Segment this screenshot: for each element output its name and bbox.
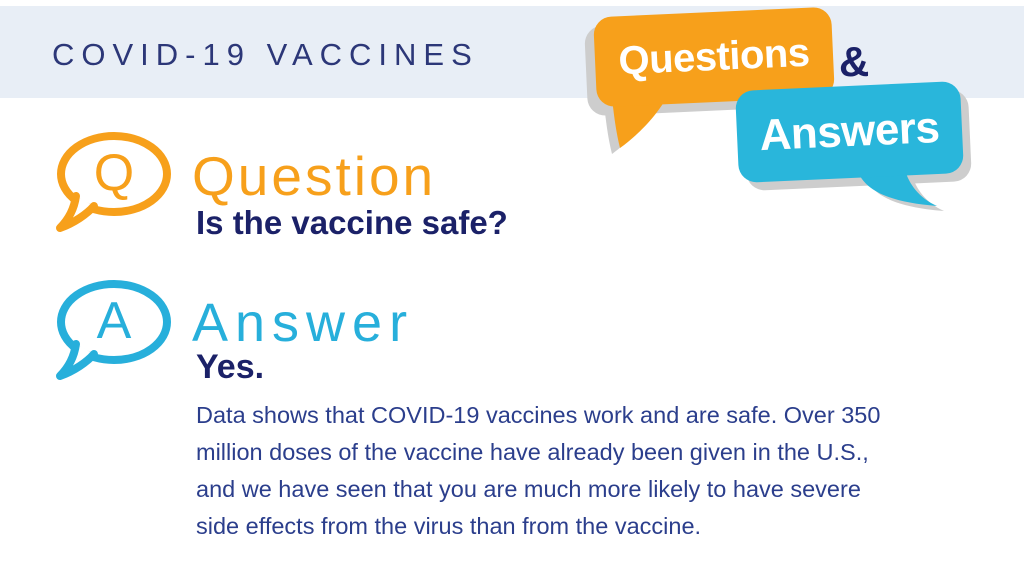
answer-lead: Yes. [196,348,265,386]
question-text: Is the vaccine safe? [196,204,508,241]
ampersand: & [839,38,870,85]
answer-balloon-tail [60,344,94,376]
answer-balloon-icon [48,278,172,390]
answers-label: Answers [758,102,941,161]
question-balloon-tail [60,196,94,228]
answer-body-line: Data shows that COVID-19 vaccines work and are safe. Over 350 [196,402,881,428]
question-balloon-icon [48,130,172,242]
answer-heading: Answer [192,293,415,353]
answer-body-line: and we have seen that you are much more likely to have severe [196,476,861,502]
questions-label: Questions [617,30,811,83]
answer-body [196,397,880,545]
answer-icon-letter: A [96,292,132,350]
question-heading: Question [192,145,437,207]
answer-body-line: side effects from the virus than from the vaccine. [196,513,702,539]
page-title: COVID-19 VACCINES [52,37,479,72]
answer-body-line: million doses of the vaccine have already been given in the U.S., [196,439,869,465]
question-icon-letter: Q [93,144,135,202]
answers-bubble [735,81,964,183]
